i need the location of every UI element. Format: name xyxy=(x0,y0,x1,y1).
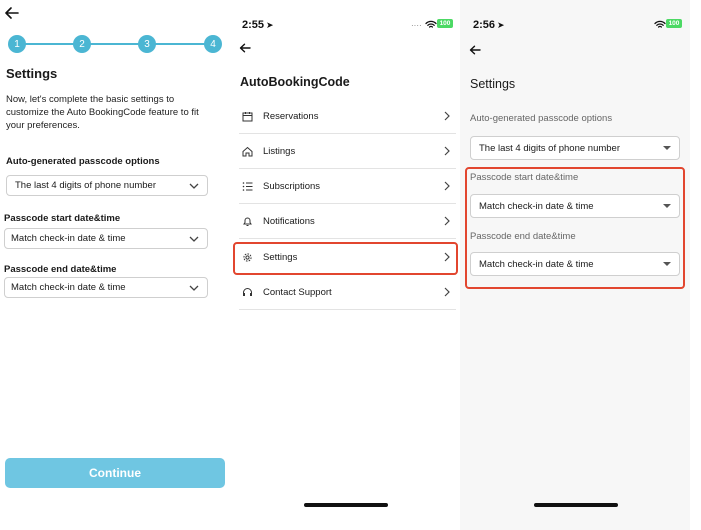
settings-highlight-box xyxy=(233,242,458,275)
end-date-value: Match check-in date & time xyxy=(11,282,126,293)
end-label: Passcode end date&time xyxy=(470,231,576,242)
step-3: 3 xyxy=(138,35,156,53)
menu-item-reservations[interactable] xyxy=(239,99,456,134)
step-2: 2 xyxy=(73,35,91,53)
start-date-value: Match check-in date & time xyxy=(479,200,594,212)
menu-item-listings[interactable] xyxy=(239,134,456,169)
page-title: Settings xyxy=(6,66,58,81)
back-arrow-icon[interactable] xyxy=(469,45,483,57)
onboarding-settings-screen xyxy=(0,0,230,530)
location-arrow-icon: ➤ xyxy=(497,20,505,30)
start-label: Passcode start date&time xyxy=(4,213,121,224)
home-indicator xyxy=(304,503,388,507)
menu-item-label: Notifications xyxy=(263,215,315,227)
step-4: 4 xyxy=(204,35,222,53)
chevron-down-icon xyxy=(189,284,199,292)
list-icon xyxy=(241,180,253,192)
back-arrow-icon[interactable] xyxy=(5,7,19,19)
location-arrow-icon: ➤ xyxy=(266,20,274,30)
chevron-right-icon xyxy=(444,216,450,226)
passcode-options-select[interactable] xyxy=(470,136,680,160)
battery-icon: 100 xyxy=(437,19,453,28)
back-arrow-icon[interactable] xyxy=(239,43,253,55)
menu-item-subscriptions[interactable] xyxy=(239,169,456,204)
page-margin xyxy=(690,0,701,530)
continue-button[interactable]: Continue xyxy=(5,458,225,488)
wifi-icon xyxy=(425,20,437,29)
menu-item-label: Settings xyxy=(263,251,298,263)
menu-item-label: Listings xyxy=(263,145,296,157)
step-1: 1 xyxy=(8,35,26,53)
progress-stepper xyxy=(8,35,224,53)
chevron-right-icon xyxy=(444,287,450,297)
passcode-options-value: The last 4 digits of phone number xyxy=(15,180,157,191)
page-title: Settings xyxy=(470,77,516,91)
status-time-text: 2:55 xyxy=(242,19,265,31)
chevron-right-icon xyxy=(444,146,450,156)
autobookingcode-menu-screen xyxy=(230,0,460,530)
menu-item-notifications[interactable] xyxy=(239,204,456,239)
dropdown-triangle-icon xyxy=(663,146,671,150)
status-time xyxy=(473,19,505,31)
intro-text: Now, let's complete the basic settings to customize the Auto BookingCode feature to fit your preferences. xyxy=(6,94,199,131)
home-icon xyxy=(241,145,253,157)
menu-item-label: Subscriptions xyxy=(263,180,321,192)
settings-detail-screen xyxy=(460,0,690,530)
menu-item-label: Contact Support xyxy=(263,286,332,298)
chevron-right-icon xyxy=(444,111,450,121)
end-date-value: Match check-in date & time xyxy=(479,258,594,270)
calendar-icon xyxy=(241,110,253,122)
start-label: Passcode start date&time xyxy=(470,172,579,183)
date-settings-highlight-box xyxy=(465,167,685,289)
menu-item-label: Reservations xyxy=(263,110,319,122)
chevron-down-icon xyxy=(189,182,199,190)
bell-icon xyxy=(241,215,253,227)
chevron-right-icon xyxy=(444,181,450,191)
start-date-value: Match check-in date & time xyxy=(11,233,126,244)
start-date-select[interactable] xyxy=(4,228,208,249)
page-title: AutoBookingCode xyxy=(240,75,350,89)
passcode-options-label: Auto-generated passcode options xyxy=(6,156,160,167)
end-label: Passcode end date&time xyxy=(4,264,117,275)
status-time-text: 2:56 xyxy=(473,19,496,31)
end-date-select[interactable] xyxy=(4,277,208,298)
passcode-options-select[interactable] xyxy=(6,175,208,196)
chevron-down-icon xyxy=(189,235,199,243)
battery-icon: 100 xyxy=(666,19,682,28)
signal-icon: ···· xyxy=(411,21,422,30)
wifi-icon xyxy=(654,20,666,29)
stepper-line xyxy=(17,43,215,45)
headset-icon xyxy=(241,286,253,298)
menu-item-contact-support[interactable] xyxy=(239,275,456,310)
passcode-options-label: Auto-generated passcode options xyxy=(470,113,613,124)
status-time xyxy=(242,19,274,31)
passcode-options-value: The last 4 digits of phone number xyxy=(479,142,621,154)
home-indicator xyxy=(534,503,618,507)
